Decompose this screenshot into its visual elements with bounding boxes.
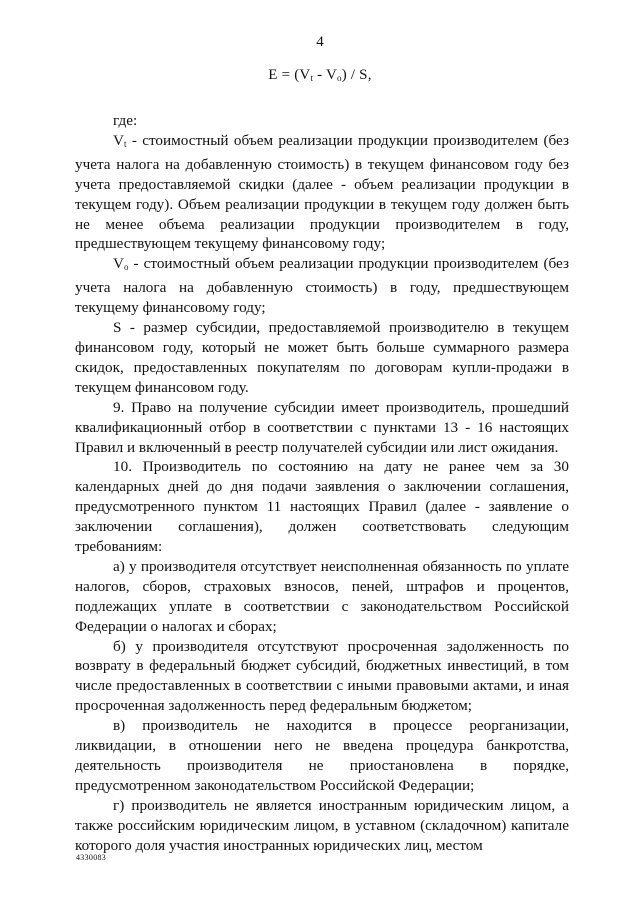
clause-9: 9. Право на получение субсидии имеет производитель, прошедший квалификационный отбор в соответствии с пунктами 13 - 16 настоящих Правил и включенный в реестр получателей субсидии или лист ожидания. xyxy=(75,398,569,456)
definition-vt xyxy=(75,131,569,254)
formula-sub-o: o xyxy=(337,73,342,83)
formula-left: E = (V xyxy=(268,67,311,83)
formula-sub-t: t xyxy=(310,73,314,83)
definition-vo xyxy=(75,254,569,318)
definition-vo-sub: o xyxy=(123,262,129,273)
definition-vo-symbol: V xyxy=(113,255,124,273)
definition-vt-text: - стоимостный объем реализации продукции производителем (без учета налога на добавленную стоимость) в текущем финансовом году без учета предоставляемой скидки (далее - объем реализации продукции в текущем году). Объем реализации продукции в текущем году должен быть не менее объема реализации продукции производителем в году, предшествующем текущему финансовому году; xyxy=(75,131,569,253)
definition-vt-symbol: V xyxy=(113,131,124,149)
definition-s: S - размер субсидии, предоставляемой производителю в текущем финансовом году, который не может быть больше суммарного размера скидок, предоставленных покупателям по договорам купли-продажи в текущем финансовом году. xyxy=(75,319,569,396)
definition-vt-sub: t xyxy=(123,138,127,149)
clause-10: 10. Производитель по состоянию на дату не ранее чем за 30 календарных дней до дня подачи заявления о заключении соглашения, предусмотренного пунктом 11 настоящих Правил (далее - заявление о заключении соглашения), должен соответствовать следующим требованиям: xyxy=(75,458,569,556)
where-label: где: xyxy=(113,112,138,129)
item-g: г) производитель не является иностранным юридическим лицом, а также российским юридическим лицом, в уставном (складочном) капитале которого доля участия иностранных юридических лиц, местом xyxy=(75,796,569,854)
page-number: 4 xyxy=(316,34,324,50)
definition-vo-text: - стоимостный объем реализации продукции производителем (без учета налога на добавленную стоимость) в году, предшествующем текущему финансовому году; xyxy=(75,255,569,317)
formula-right: ) / S, xyxy=(341,67,372,83)
item-b: б) у производителя отсутствуют просроченная задолженность по возврату в федеральный бюджет субсидий, бюджетных инвестиций, в том числе предоставленных в соответствии с иными правовыми актами, и иная просроченная задолженность перед федеральным бюджетом; xyxy=(75,637,569,715)
footer-code: 4330083 xyxy=(76,853,107,862)
document-body xyxy=(75,111,569,856)
item-a: а) у производителя отсутствует неисполненная обязанность по уплате налогов, сборов, страховых взносов, пеней, штрафов и процентов, подлежащих уплате в соответствии с законодательством Российской Федерации о налогах и сборах; xyxy=(75,557,569,635)
formula-mid: - V xyxy=(313,67,338,83)
formula xyxy=(0,67,640,84)
item-v: в) производитель не находится в процессе реорганизации, ликвидации, в отношении него не введена процедура банкротства, деятельность производителя не приостановлена в порядке, предусмотренном законодательством Российской Федерации; xyxy=(75,717,569,794)
